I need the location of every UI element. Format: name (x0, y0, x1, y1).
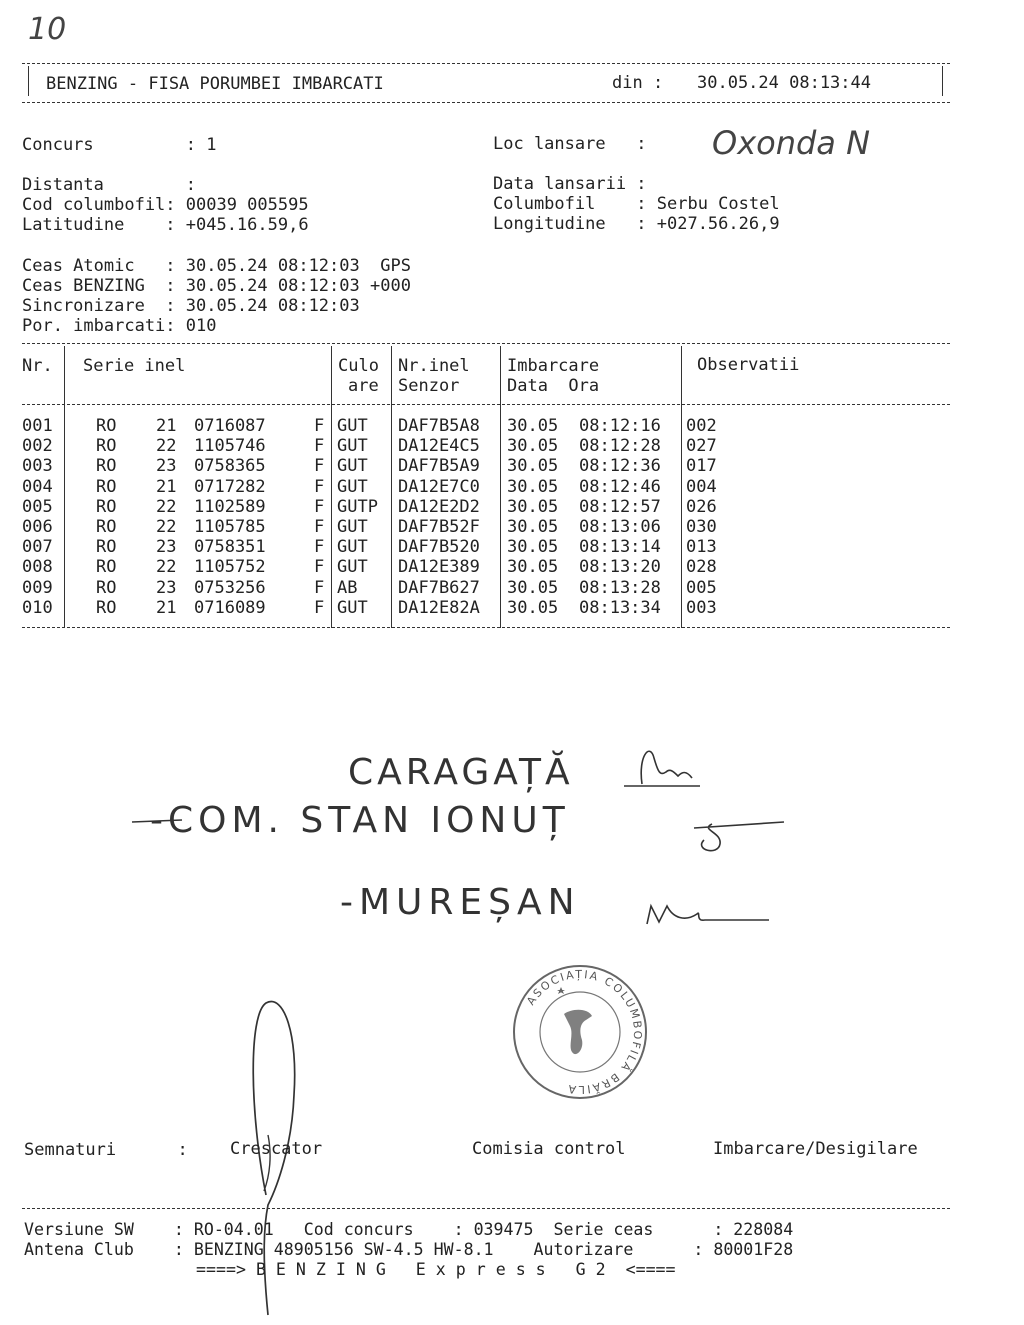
row-senzor: DA12E389 (398, 557, 480, 578)
row-nr: 007 (22, 537, 53, 558)
row-inel: 0717282 (194, 476, 266, 497)
row-tara: RO (96, 416, 117, 436)
row-senzor: DAF7B5A9 (398, 456, 480, 477)
row-culoare: GUT (337, 436, 368, 457)
row-sex: F (314, 537, 325, 558)
handwritten-line-1: CARAGAȚĂ (348, 752, 574, 793)
row-data: 30.05 (507, 476, 559, 497)
row-ora: 08:13:20 (579, 557, 661, 578)
row-sex: F (314, 436, 325, 457)
row-observatii: 030 (686, 517, 717, 537)
row-senzor: DA12E4C5 (398, 436, 480, 457)
longitudine-line: Longitudine : +027.56.26,9 (493, 214, 780, 234)
col-header-imbarcare-2: Data Ora (507, 376, 600, 396)
row-ora: 08:13:28 (579, 577, 661, 598)
footer-rule (22, 1208, 950, 1209)
header-din-value: 30.05.24 08:13:44 (697, 73, 871, 93)
row-observatii: 004 (686, 476, 717, 497)
row-tara: RO (96, 517, 117, 537)
row-observatii: 003 (686, 597, 717, 618)
loc-lansare-handwritten: Oxonda N (712, 124, 871, 162)
data-lansarii-line: Data lansarii : (493, 174, 647, 194)
row-ora: 08:12:46 (579, 476, 661, 497)
table-row (0, 436, 1024, 456)
row-data: 30.05 (507, 537, 559, 558)
row-sex: F (314, 476, 325, 497)
table-top-rule (22, 343, 950, 344)
row-observatii: 026 (686, 496, 717, 517)
row-inel: 0753256 (194, 577, 266, 598)
semnaturi-label: Semnaturi : (24, 1140, 188, 1160)
row-culoare: GUT (337, 557, 368, 578)
col-header-imbarcare-1: Imbarcare (507, 356, 600, 376)
row-an: 23 (156, 537, 177, 558)
row-nr: 002 (22, 436, 53, 457)
row-data: 30.05 (507, 577, 559, 598)
loc-lansare-label: Loc lansare : (493, 134, 647, 154)
row-inel: 1102589 (194, 496, 266, 517)
scribble-signature-3 (645, 894, 775, 934)
row-sex: F (314, 456, 325, 477)
row-observatii: 002 (686, 416, 717, 436)
row-data: 30.05 (507, 496, 559, 517)
svg-text:ASOCIAȚIA COLUMBOFILĂ BRĂILA (524, 968, 644, 1096)
club-stamp (512, 964, 648, 1100)
row-nr: 001 (22, 416, 53, 436)
row-culoare: GUTP (337, 496, 378, 517)
latitudine-line: Latitudine : +045.16.59,6 (22, 215, 309, 235)
row-data: 30.05 (507, 597, 559, 618)
header-din-label: din : (612, 73, 664, 93)
row-senzor: DAF7B627 (398, 577, 480, 598)
row-culoare: GUT (337, 416, 368, 436)
header-title: BENZING - FISA PORUMBEI IMBARCATI (46, 74, 384, 94)
col-header-serie: Serie inel (83, 356, 186, 376)
row-inel: 0758365 (194, 456, 266, 477)
row-inel: 0758351 (194, 537, 266, 558)
table-row (0, 497, 1024, 517)
row-an: 21 (156, 416, 177, 436)
row-an: 21 (156, 597, 177, 618)
col-header-nrinel-1: Nr.inel (398, 356, 470, 376)
row-an: 23 (156, 456, 177, 477)
row-tara: RO (96, 476, 117, 497)
row-tara: RO (96, 577, 117, 598)
row-nr: 006 (22, 517, 53, 537)
table-header-rule (22, 404, 950, 405)
row-an: 22 (156, 517, 177, 537)
scribble-signature-2 (690, 810, 790, 860)
columbofil-line: Columbofil : Serbu Costel (493, 194, 780, 214)
row-tara: RO (96, 436, 117, 457)
row-tara: RO (96, 557, 117, 578)
table-row (0, 537, 1024, 557)
row-data: 30.05 (507, 456, 559, 477)
row-observatii: 028 (686, 557, 717, 578)
row-observatii: 027 (686, 436, 717, 457)
row-sex: F (314, 496, 325, 517)
row-tara: RO (96, 537, 117, 558)
semnatura-crescator: Crescator (230, 1139, 323, 1159)
col-header-nrinel-2: Senzor (398, 376, 460, 396)
row-sex: F (314, 597, 325, 618)
footer-versiune: Versiune SW : RO-04.01 Cod concurs : 039475 Serie ceas : 228084 (24, 1220, 794, 1239)
ceas-atomic-line: Ceas Atomic : 30.05.24 08:12:03 GPS (22, 256, 411, 276)
header-bottom-rule (22, 102, 950, 103)
row-ora: 08:13:06 (579, 517, 661, 537)
row-ora: 08:13:14 (579, 537, 661, 558)
row-senzor: DAF7B52F (398, 517, 480, 537)
header-right-edge (942, 66, 943, 96)
row-ora: 08:12:16 (579, 416, 661, 436)
row-observatii: 005 (686, 577, 717, 598)
row-an: 22 (156, 436, 177, 457)
stamp-text: ASOCIAȚIA COLUMBOFILĂ BRĂILA (524, 967, 645, 1097)
row-senzor: DA12E7C0 (398, 476, 480, 497)
row-senzor: DA12E82A (398, 597, 480, 618)
row-an: 21 (156, 476, 177, 497)
row-tara: RO (96, 496, 117, 517)
row-nr: 009 (22, 577, 53, 598)
footer-express: ====> B E N Z I N G E x p r e s s G 2 <==== (196, 1260, 676, 1279)
row-sex: F (314, 577, 325, 598)
row-nr: 008 (22, 557, 53, 578)
row-an: 23 (156, 577, 177, 598)
table-row (0, 557, 1024, 577)
distanta-line: Distanta : (22, 175, 196, 195)
row-nr: 005 (22, 496, 53, 517)
ceas-benzing-line: Ceas BENZING : 30.05.24 08:12:03 +000 (22, 276, 411, 296)
row-data: 30.05 (507, 416, 559, 436)
row-nr: 004 (22, 476, 53, 497)
row-senzor: DAF7B520 (398, 537, 480, 558)
row-observatii: 017 (686, 456, 717, 477)
row-sex: F (314, 517, 325, 537)
row-inel: 1105746 (194, 436, 266, 457)
semnatura-imbarcare: Imbarcare/Desigilare (713, 1139, 918, 1159)
row-senzor: DAF7B5A8 (398, 416, 480, 436)
page-mark: 10 (28, 12, 67, 47)
row-nr: 010 (22, 597, 53, 618)
row-ora: 08:13:34 (579, 597, 661, 618)
por-imbarcati-line: Por. imbarcati: 010 (22, 316, 217, 336)
row-ora: 08:12:36 (579, 456, 661, 477)
row-data: 30.05 (507, 557, 559, 578)
row-ora: 08:12:57 (579, 496, 661, 517)
col-header-culoare-1: Culo (338, 356, 379, 376)
row-culoare: GUT (337, 537, 368, 558)
row-ora: 08:12:28 (579, 436, 661, 457)
row-sex: F (314, 557, 325, 578)
header-top-rule (22, 63, 950, 64)
row-inel: 1105785 (194, 517, 266, 537)
col-header-culoare-2: are (348, 376, 379, 396)
row-inel: 0716087 (194, 416, 266, 436)
row-culoare: GUT (337, 476, 368, 497)
scribble-signature-1 (620, 736, 710, 796)
row-culoare: AB (337, 577, 358, 598)
footer-antena: Antena Club : BENZING 48905156 SW-4.5 HW-8.1 Autorizare : 80001F28 (24, 1240, 794, 1259)
col-header-observatii: Observatii (697, 355, 800, 375)
table-row (0, 517, 1024, 537)
table-row (0, 598, 1024, 618)
table-row (0, 578, 1024, 598)
semnatura-comisia: Comisia control (472, 1139, 626, 1159)
row-sex: F (314, 416, 325, 436)
row-culoare: GUT (337, 517, 368, 537)
row-data: 30.05 (507, 436, 559, 457)
row-an: 22 (156, 557, 177, 578)
row-inel: 1105752 (194, 557, 266, 578)
row-tara: RO (96, 597, 117, 618)
row-an: 22 (156, 496, 177, 517)
col-header-nr: Nr. (22, 356, 53, 376)
row-tara: RO (96, 456, 117, 477)
table-bottom-rule (22, 627, 950, 628)
row-inel: 0716089 (194, 597, 266, 618)
row-nr: 003 (22, 456, 53, 477)
row-culoare: GUT (337, 597, 368, 618)
row-culoare: GUT (337, 456, 368, 477)
table-row (0, 456, 1024, 476)
table-row (0, 416, 1024, 436)
sincronizare-line: Sincronizare : 30.05.24 08:12:03 (22, 296, 360, 316)
row-observatii: 013 (686, 537, 717, 558)
concurs-line: Concurs : 1 (22, 135, 217, 155)
handwritten-line-3: -MUREȘAN (340, 882, 581, 923)
cod-columbofil-line: Cod columbofil: 00039 005595 (22, 195, 309, 215)
handwritten-line-2: -COM. STAN IONUȚ (150, 800, 570, 841)
header-left-edge (28, 66, 29, 96)
row-senzor: DA12E2D2 (398, 496, 480, 517)
table-row (0, 477, 1024, 497)
row-data: 30.05 (507, 517, 559, 537)
